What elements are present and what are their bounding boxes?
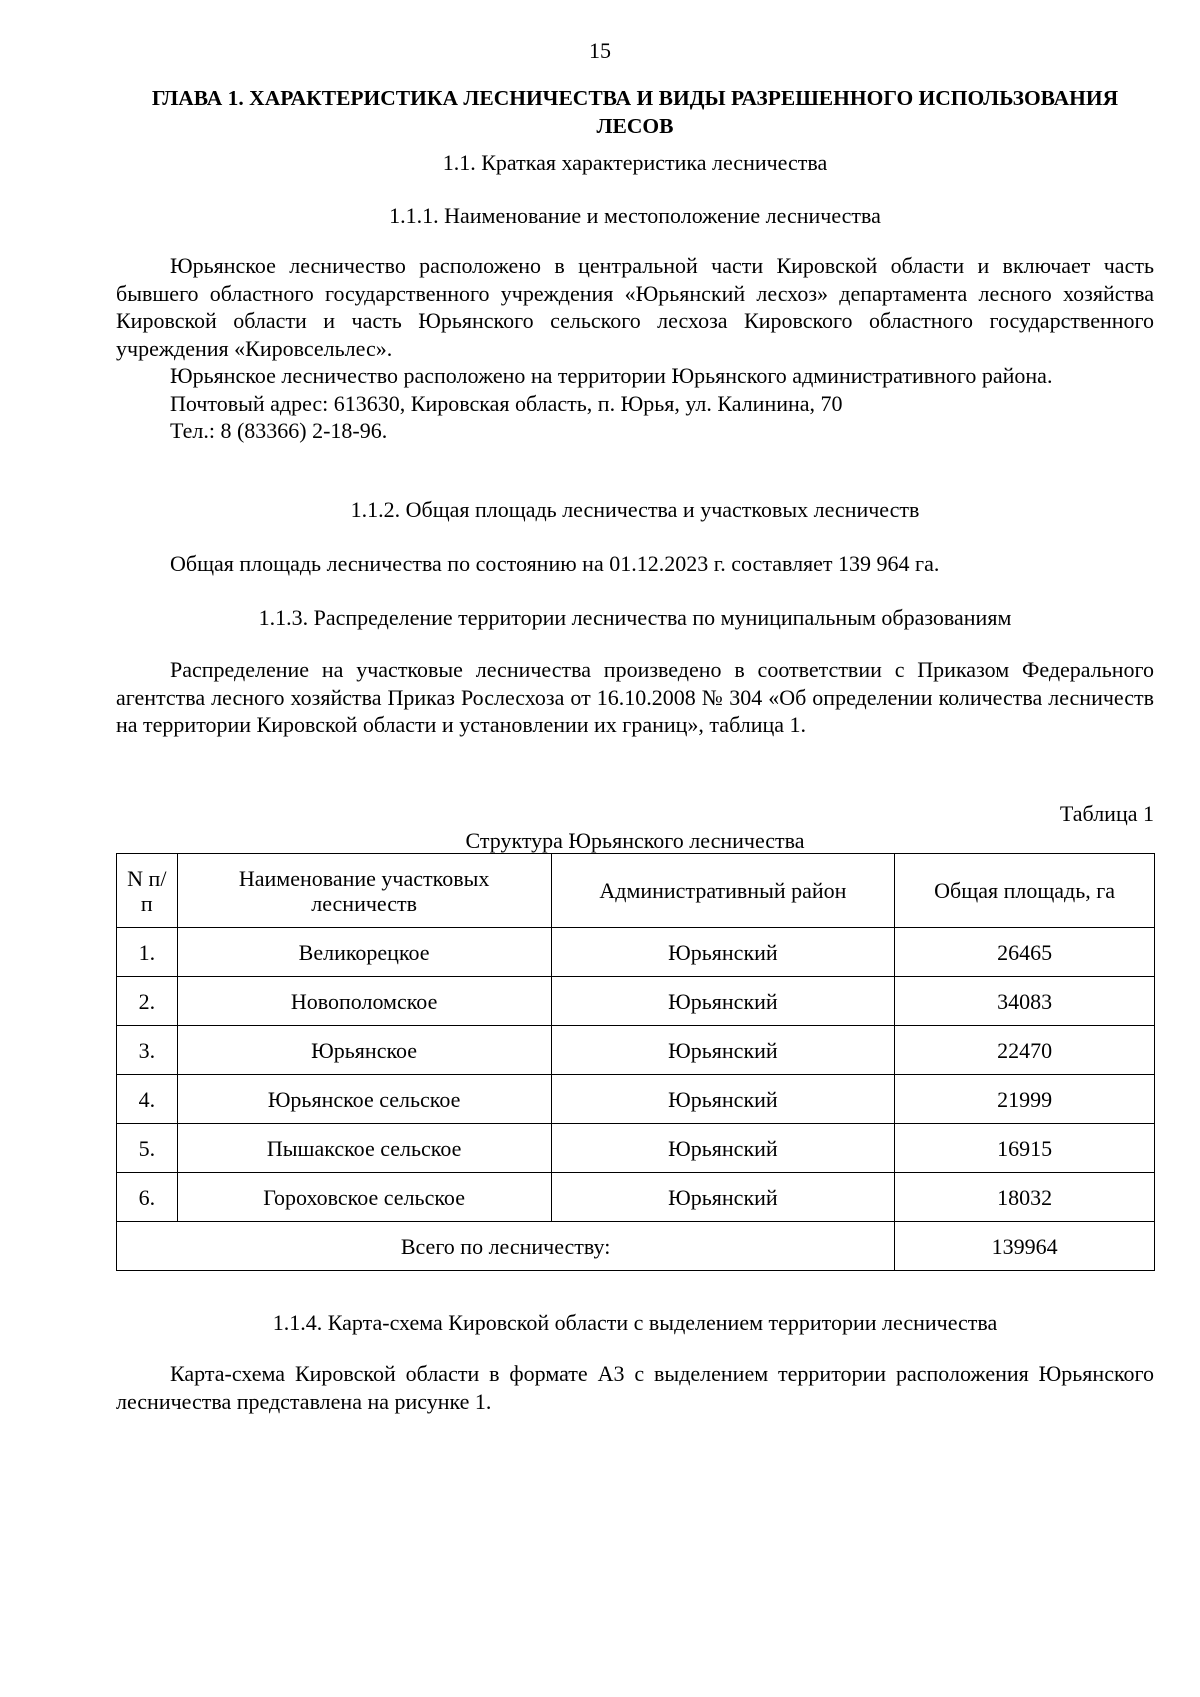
cell-number: 1. [117,928,178,977]
paragraph-map [116,1360,1154,1415]
phone-line: Тел.: 8 (83366) 2-18-96. [170,418,388,443]
paragraph-map-text: Карта-схема Кировской области в формате А3 с выделением территории расположения Юрьянского лесничества представлена на рисунке 1. [116,1361,1154,1414]
page-number: 15 [589,38,611,63]
table-total-row [117,1222,1155,1271]
cell-district: Юрьянский [551,1075,895,1124]
table-row [117,928,1155,977]
cell-area: 26465 [895,928,1155,977]
cell-district: Юрьянский [551,928,895,977]
postal-address-line: Почтовый адрес: 613630, Кировская область, п. Юрья, ул. Калинина, 70 [170,390,843,416]
cell-area: 22470 [895,1026,1155,1075]
cell-number: 3. [117,1026,178,1075]
section-heading-1-1-1: 1.1.1. Наименование и местоположение лесничества [389,203,881,228]
header-number-text: N п/п [127,865,167,916]
cell-district: Юрьянский [551,1026,895,1075]
header-number [117,854,178,928]
header-name: Наименование участковых лесничеств [177,854,551,928]
table-row [117,977,1155,1026]
table-row [117,1173,1155,1222]
cell-number: 6. [117,1173,178,1222]
table-header-row [117,854,1155,928]
cell-number: 5. [117,1124,178,1173]
paragraph-distribution-text: Распределение на участковые лесничества произведено в соответствии с Приказом Федерального агентства лесного хозяйства Приказ Рослесхоза от 16.10.2008 № 304 «Об определении количества лесничеств на территории Кировской области и установлении их границ», таблица 1. [116,657,1154,737]
table-caption: Структура Юрьянского лесничества [465,828,805,853]
section-heading-1-1-2: 1.1.2. Общая площадь лесничества и участковых лесничеств [350,497,920,522]
paragraph-distribution [116,656,1154,739]
cell-area: 16915 [895,1124,1155,1173]
cell-name: Пышакское сельское [177,1124,551,1173]
cell-district: Юрьянский [551,1173,895,1222]
section-heading-1-1-3: 1.1.3. Распределение территории лесничества по муниципальным образованиям [258,605,1012,630]
cell-area: 34083 [895,977,1155,1026]
total-label: Всего по лесничеству: [117,1222,895,1271]
cell-name: Гороховское сельское [177,1173,551,1222]
paragraph-location [116,252,1154,445]
cell-district: Юрьянский [551,977,895,1026]
paragraph-district-line: Юрьянское лесничество расположено на территории Юрьянского административного района. [170,363,1053,388]
forestry-structure-table [116,853,1155,1271]
total-value: 139964 [895,1222,1155,1271]
cell-district: Юрьянский [551,1124,895,1173]
paragraph-area-text: Общая площадь лесничества по состоянию на 01.12.2023 г. составляет 139 964 га. [170,551,940,576]
section-heading-1-1-4: 1.1.4. Карта-схема Кировской области с выделением территории лесничества [272,1310,998,1335]
paragraph-area [116,550,1154,578]
cell-area: 21999 [895,1075,1155,1124]
cell-name: Юрьянское [177,1026,551,1075]
section-heading-1-1: 1.1. Краткая характеристика лесничества [442,150,828,175]
header-area: Общая площадь, га [895,854,1155,928]
cell-number: 2. [117,977,178,1026]
cell-name: Великорецкое [177,928,551,977]
table-row [117,1026,1155,1075]
paragraph-location-text: Юрьянское лесничество расположено в центральной части Кировской области и включает часть бывшего областного государственного учреждения «Юрьянский лесхоз» департамента лесного хозяйства Кировской области и часть Юрьянского сельского лесхоза Кировского областного государственного учреждения «Кировсельлес». [116,253,1154,361]
cell-name: Юрьянское сельское [177,1075,551,1124]
table-row [117,1124,1155,1173]
cell-name: Новополомское [177,977,551,1026]
cell-area: 18032 [895,1173,1155,1222]
table-label: Таблица 1 [1059,801,1154,826]
chapter-title: ГЛАВА 1. ХАРАКТЕРИСТИКА ЛЕСНИЧЕСТВА И ВИДЫ РАЗРЕШЕННОГО ИСПОЛЬЗОВАНИЯ ЛЕСОВ [151,86,1119,138]
header-district: Административный район [551,854,895,928]
cell-number: 4. [117,1075,178,1124]
table-row [117,1075,1155,1124]
